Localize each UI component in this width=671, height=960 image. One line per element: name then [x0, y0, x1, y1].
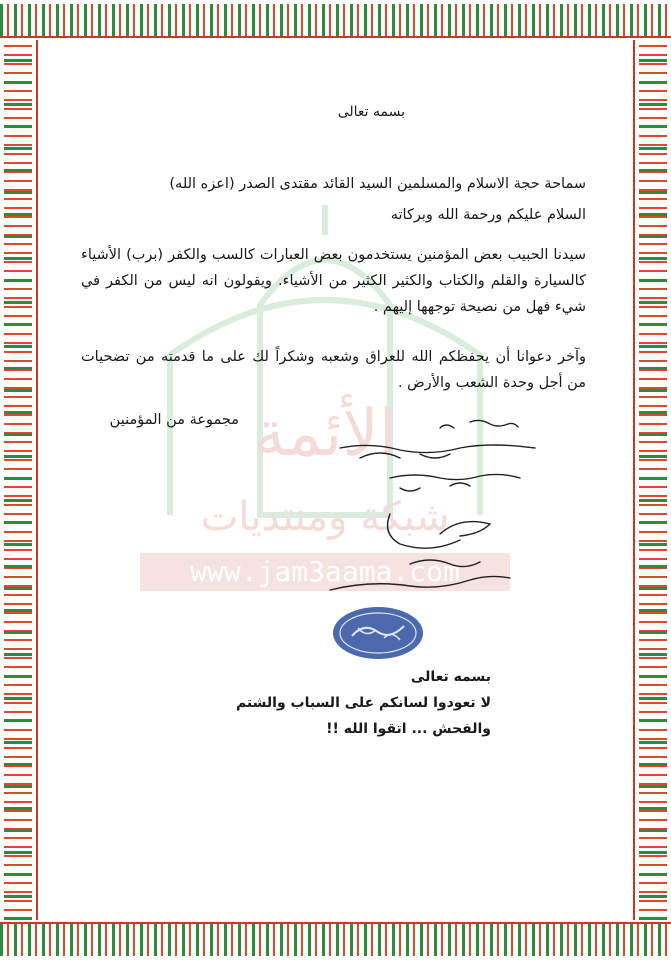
watermark-brand: الأئمة — [253, 397, 397, 471]
watermark-subtitle: شبكة ومنتديات — [200, 494, 450, 540]
letter-addressee: سماحة حجة الاسلام والمسلمين السيد القائد مقتدى الصدر (اعزه الله) — [169, 176, 586, 192]
handwritten-reply — [300, 414, 550, 604]
typed-reply-line-1: بسمه تعالى — [410, 669, 491, 685]
letter-greeting: السلام عليكم ورحمة الله وبركاته — [390, 207, 586, 223]
frame-border-right — [631, 40, 671, 920]
letter-heading: بسمه تعالى — [337, 104, 405, 120]
frame-border-left — [0, 40, 40, 920]
typed-reply-line-3: والفحش ... اتقوا الله !! — [326, 721, 491, 737]
letter-body-question: سيدنا الحبيب بعض المؤمنين يستخدمون بعض العبارات كالسب والكفر (برب) الأشياء كالسيارة والقلم والكتاب والكثير الكثير من الأشياء. ويقولون انه ليس من الكفر في شيء فهل من نصيحة توجهها إليهم . — [81, 247, 586, 315]
typed-reply — [236, 664, 491, 742]
watermark-url: www.jam3aama.com — [190, 555, 460, 588]
frame-border-bottom — [0, 920, 671, 960]
letter-sender: مجموعة من المؤمنين — [109, 412, 239, 428]
letter-body-closing: وآخر دعوانا أن يحفظكم الله للعراق وشعبه وشكراً لك على ما قدمته من تضحيات من أجل وحدة الشعب والأرض . — [81, 349, 586, 391]
seal-stamp — [330, 604, 426, 662]
frame-border-top — [0, 0, 671, 40]
typed-reply-line-2: لا تعودوا لسانكم على السباب والشتم — [235, 695, 491, 711]
